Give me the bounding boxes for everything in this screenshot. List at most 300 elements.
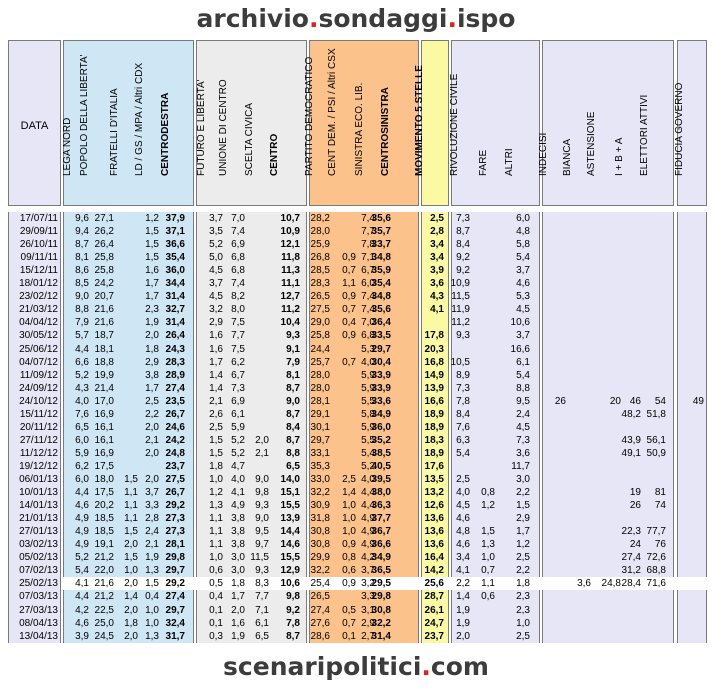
date-cell: 26/10/11 — [19, 239, 58, 251]
header-group-altri — [451, 40, 540, 206]
value-cell: 2,0 — [124, 630, 138, 642]
value-cell: 28,3 — [310, 278, 330, 290]
value-cell: 3,6 — [430, 278, 444, 290]
value-cell: 21,6 — [94, 578, 114, 590]
value-cell: 3,9 — [75, 630, 89, 642]
value-cell: 26,1 — [424, 604, 444, 616]
value-cell: 6,6 — [75, 356, 89, 368]
value-cell: 1,6 — [145, 265, 159, 277]
value-cell: 26,2 — [94, 226, 114, 238]
value-cell: 7,8 — [361, 239, 375, 251]
value-cell: 4,2 — [75, 604, 89, 616]
value-cell: 11,5 — [451, 291, 470, 303]
value-cell: 6,3 — [456, 434, 470, 446]
value-cell: 29,7 — [371, 343, 391, 355]
value-cell: 32,7 — [165, 304, 185, 316]
value-cell: 6,1 — [231, 408, 245, 420]
value-cell: 17,5 — [94, 487, 114, 499]
value-cell: 3,1 — [361, 604, 375, 616]
value-cell: 27,3 — [165, 526, 185, 538]
value-cell: 36,6 — [165, 239, 185, 251]
value-cell: 0,3 — [209, 630, 223, 642]
value-cell: 4,0 — [361, 474, 375, 485]
value-cell: 3,7 — [145, 487, 159, 499]
value-cell: 37,1 — [165, 226, 185, 238]
value-cell: 36,0 — [371, 421, 391, 433]
date-cell: 24/09/12 — [19, 382, 58, 394]
title-part: com — [430, 652, 489, 681]
value-cell: 36,4 — [371, 317, 391, 329]
value-cell: 6,1 — [516, 356, 530, 368]
value-cell: 1,5 — [481, 526, 495, 538]
value-cell: 4,5 — [516, 421, 530, 433]
value-cell: 2,5 — [145, 395, 159, 407]
header-column-label: FUTURO E LIBERTA' — [196, 79, 207, 176]
value-cell: 1,9 — [456, 617, 470, 629]
value-cell: 71,6 — [646, 578, 666, 590]
value-cell: 2,0 — [145, 421, 159, 433]
value-cell: 6,8 — [231, 252, 245, 264]
table-row — [0, 251, 712, 264]
archive-title — [0, 2, 712, 36]
table-row — [0, 290, 712, 303]
value-cell: 12,9 — [280, 565, 300, 577]
value-cell: 9,8 — [286, 591, 300, 603]
value-cell: 1,0 — [145, 617, 159, 629]
table-row — [0, 604, 712, 617]
table-row — [0, 525, 712, 538]
value-cell: 28,0 — [310, 226, 330, 238]
value-cell: 7,0 — [231, 213, 245, 224]
value-cell: 2,5 — [456, 474, 470, 485]
value-cell: 35,7 — [371, 226, 391, 238]
value-cell: 7,8 — [456, 395, 470, 407]
value-cell: 1,0 — [342, 526, 356, 538]
value-cell: 24,8 — [165, 447, 185, 459]
value-cell: 16,6 — [424, 395, 444, 407]
table-row — [0, 421, 712, 434]
date-cell: 08/04/13 — [19, 617, 58, 629]
value-cell: 11,5 — [250, 552, 269, 564]
table-row — [0, 499, 712, 512]
value-cell: 4,9 — [361, 526, 375, 538]
value-cell: 18,5 — [94, 526, 114, 538]
value-cell: 1,3 — [145, 565, 159, 577]
table-row — [0, 356, 712, 369]
value-cell: 9,2 — [456, 252, 470, 264]
value-cell: 4,5 — [209, 265, 223, 277]
date-cell: 23/02/12 — [19, 291, 58, 303]
value-cell: 1,1 — [481, 578, 495, 590]
value-cell: 3,8 — [231, 526, 245, 538]
value-cell: 0,8 — [481, 487, 495, 499]
table-row — [0, 303, 712, 316]
value-cell: 10,9 — [450, 278, 470, 290]
value-cell: 34,9 — [371, 408, 391, 420]
value-cell: 36,7 — [371, 526, 391, 538]
value-cell: 11,3 — [281, 265, 300, 277]
value-cell: 4,6 — [456, 513, 470, 525]
value-cell: 7,7 — [231, 330, 245, 342]
value-cell: 17,8 — [424, 330, 444, 342]
value-cell: 40,5 — [371, 460, 391, 472]
value-cell: 0,1 — [209, 617, 223, 629]
date-cell: 27/03/13 — [19, 604, 58, 616]
value-cell: 12,6 — [424, 500, 444, 512]
date-cell: 25/06/12 — [19, 343, 58, 355]
value-cell: 4,1 — [456, 565, 470, 577]
value-cell: 1,1 — [124, 513, 138, 525]
value-cell: 1,6 — [209, 330, 223, 342]
value-cell: 4,9 — [231, 500, 245, 512]
value-cell: 0,9 — [342, 252, 356, 264]
value-cell: 36,5 — [371, 565, 391, 577]
value-cell: 2,5 — [516, 552, 530, 564]
value-cell: 8,6 — [75, 265, 89, 277]
value-cell: 29,2 — [165, 500, 185, 512]
date-cell: 29/09/11 — [19, 226, 58, 238]
header-column-label: INDECISI — [538, 132, 549, 176]
value-cell: 21,4 — [94, 382, 114, 394]
value-cell: 18,9 — [424, 447, 444, 459]
table-row — [0, 486, 712, 499]
value-cell: 5,9 — [361, 382, 375, 394]
date-cell: 19/12/12 — [19, 460, 58, 472]
date-cell: 18/01/12 — [19, 278, 58, 290]
header-column-label: CENTROSINISTRA — [380, 87, 391, 176]
value-cell: 32,2 — [310, 487, 330, 499]
value-cell: 1,7 — [145, 278, 159, 290]
date-cell: 11/09/12 — [19, 369, 58, 381]
value-cell: 29,7 — [165, 604, 185, 616]
value-cell: 24,8 — [601, 578, 621, 590]
value-cell: 15,5 — [280, 500, 300, 512]
value-cell: 9,5 — [516, 395, 530, 407]
value-cell: 1,4 — [209, 382, 223, 394]
site-footer-title — [0, 650, 712, 684]
value-cell: 7,6 — [75, 408, 89, 420]
value-cell: 7,8 — [286, 617, 300, 629]
value-cell: 1,7 — [145, 382, 159, 394]
value-cell: 20,3 — [424, 343, 444, 355]
value-cell: 27,5 — [165, 474, 185, 485]
value-cell: 26,5 — [310, 291, 330, 303]
value-cell: 33,9 — [371, 369, 391, 381]
value-cell: 25,9 — [310, 239, 330, 251]
value-cell: 49,1 — [621, 447, 641, 459]
value-cell: 8,7 — [286, 382, 300, 394]
header-group-m5s — [421, 40, 449, 206]
value-cell: 4,8 — [516, 226, 530, 238]
value-cell: 74 — [654, 500, 666, 512]
value-cell: 11,2 — [281, 304, 300, 316]
value-cell: 10,7 — [280, 213, 300, 224]
value-cell: 1,6 — [231, 617, 245, 629]
value-cell: 4,2 — [361, 552, 375, 564]
value-cell: 29,2 — [165, 578, 185, 590]
value-cell: 5,4 — [456, 447, 470, 459]
value-cell: 2,0 — [145, 330, 159, 342]
value-cell: 9,3 — [255, 565, 269, 577]
value-cell: 24,5 — [94, 630, 114, 642]
value-cell: 35,4 — [165, 252, 185, 264]
value-cell: 11,1 — [281, 278, 300, 290]
value-cell: 24,2 — [94, 278, 114, 290]
header-column-label: BIANCA — [562, 138, 573, 176]
value-cell: 9,3 — [456, 330, 470, 342]
value-cell: 2,4 — [516, 408, 530, 420]
value-cell: 13,9 — [280, 513, 300, 525]
value-cell: 5,2 — [231, 434, 245, 446]
header-column-label: FRATELLI D'ITALIA — [109, 88, 120, 176]
value-cell: 26,5 — [310, 591, 330, 603]
value-cell: 1,5 — [209, 447, 223, 459]
value-cell: 2,2 — [516, 565, 530, 577]
value-cell: 10,5 — [450, 356, 470, 368]
table-row — [0, 577, 712, 590]
value-cell: 26 — [554, 395, 566, 407]
value-cell: 36,3 — [371, 500, 391, 512]
value-cell: 2,2 — [145, 408, 159, 420]
value-cell: 7,3 — [456, 382, 470, 394]
value-cell: 28,2 — [310, 213, 330, 224]
value-cell: 7,3 — [231, 382, 245, 394]
value-cell: 18,8 — [94, 356, 114, 368]
value-cell: 24,2 — [165, 434, 185, 446]
value-cell: 0,6 — [342, 565, 356, 577]
value-cell: 32,2 — [371, 617, 391, 629]
value-cell: 6,8 — [231, 265, 245, 277]
value-cell: 39,5 — [371, 474, 391, 485]
value-cell: 0,1 — [342, 630, 356, 642]
value-cell: 31,4 — [165, 317, 185, 329]
value-cell: 5,4 — [516, 252, 530, 264]
table-row — [0, 277, 712, 290]
value-cell: 5,9 — [361, 369, 375, 381]
date-cell: 27/01/13 — [19, 526, 58, 538]
date-cell: 17/07/11 — [19, 213, 58, 224]
value-cell: 29,8 — [371, 591, 391, 603]
value-cell: 1,9 — [456, 604, 470, 616]
value-cell: 7,4 — [231, 226, 245, 238]
table-row — [0, 473, 712, 486]
value-cell: 7,4 — [231, 278, 245, 290]
value-cell: 9,0 — [286, 395, 300, 407]
value-cell: 3,3 — [145, 500, 159, 512]
value-cell: 7,1 — [255, 604, 269, 616]
table-row — [0, 329, 712, 342]
value-cell: 26,7 — [165, 408, 185, 420]
value-cell: 10,4 — [280, 317, 300, 329]
value-cell: 6,5 — [255, 630, 269, 642]
value-cell: 0,4 — [209, 591, 223, 603]
value-cell: 29,9 — [310, 552, 330, 564]
value-cell: 5,5 — [361, 434, 375, 446]
value-cell: 30,8 — [310, 526, 330, 538]
value-cell: 9,3 — [255, 500, 269, 512]
value-cell: 6,9 — [231, 239, 245, 251]
value-cell: 2,4 — [145, 526, 159, 538]
value-cell: 4,4 — [75, 487, 89, 499]
value-cell: 35,4 — [371, 278, 391, 290]
value-cell: 8,3 — [255, 578, 269, 590]
header-column-label: I + B + A — [614, 137, 625, 176]
value-cell: 3,5 — [209, 226, 223, 238]
value-cell: 2,8 — [430, 226, 444, 238]
value-cell: 26,4 — [165, 330, 185, 342]
title-part: ispo — [456, 4, 516, 33]
value-cell: 38,0 — [371, 487, 391, 499]
value-cell: 1,0 — [342, 513, 356, 525]
value-cell: 9,1 — [286, 343, 300, 355]
value-cell: 26,4 — [94, 239, 114, 251]
value-cell: 27,5 — [310, 304, 330, 316]
value-cell: 48,2 — [621, 408, 641, 420]
value-cell: 4,1 — [430, 304, 444, 316]
value-cell: 4,4 — [361, 487, 375, 499]
value-cell: 2,0 — [231, 604, 245, 616]
header-column-label: ELETTORI ATTIVI — [639, 94, 650, 176]
value-cell: 2,5 — [209, 421, 223, 433]
value-cell: 9,0 — [255, 474, 269, 485]
value-cell: 3,6 — [577, 578, 591, 590]
table-row — [0, 551, 712, 564]
value-cell: 28,5 — [310, 265, 330, 277]
value-cell: 2,1 — [145, 539, 159, 551]
value-cell: 3,9 — [430, 265, 444, 277]
value-cell: 11,7 — [511, 460, 530, 472]
value-cell: 28,6 — [310, 630, 330, 642]
value-cell: 6,2 — [231, 356, 245, 368]
value-cell: 8,9 — [456, 369, 470, 381]
value-cell: 1,4 — [342, 487, 356, 499]
value-cell: 31,4 — [165, 291, 185, 303]
value-cell: 4,9 — [361, 513, 375, 525]
value-cell: 4,8 — [456, 526, 470, 538]
value-cell: 72,6 — [646, 552, 666, 564]
value-cell: 36,0 — [165, 265, 185, 277]
value-cell: 81 — [654, 487, 666, 499]
value-cell: 0,8 — [342, 552, 356, 564]
value-cell: 16,8 — [424, 356, 444, 368]
value-cell: 12,1 — [280, 239, 300, 251]
value-cell: 20 — [609, 395, 621, 407]
value-cell: 35,3 — [310, 460, 330, 472]
value-cell: 7,5 — [231, 317, 245, 329]
table-row — [0, 512, 712, 525]
value-cell: 28,0 — [310, 369, 330, 381]
value-cell: 2,9 — [145, 356, 159, 368]
value-cell: 46 — [629, 395, 641, 407]
value-cell: 0,9 — [342, 330, 356, 342]
value-cell: 7,9 — [75, 317, 89, 329]
value-cell: 34,8 — [371, 291, 391, 303]
value-cell: 7,5 — [231, 343, 245, 355]
value-cell: 28,3 — [165, 356, 185, 368]
value-cell: 6,7 — [361, 265, 375, 277]
value-cell: 31,7 — [165, 630, 185, 642]
value-cell: 5,7 — [75, 330, 89, 342]
value-cell: 4,1 — [75, 578, 89, 590]
value-cell: 8,7 — [286, 434, 300, 446]
date-cell: 07/02/13 — [19, 565, 58, 577]
value-cell: 56,1 — [646, 434, 666, 446]
value-cell: 19 — [629, 487, 641, 499]
date-cell: 20/11/12 — [19, 421, 58, 433]
value-cell: 4,4 — [75, 343, 89, 355]
value-cell: 28,1 — [310, 395, 330, 407]
date-cell: 27/11/12 — [19, 434, 58, 446]
value-cell: 4,1 — [231, 487, 245, 499]
value-cell: 2,3 — [145, 304, 159, 316]
table-header — [0, 40, 712, 206]
value-cell: 5,3 — [361, 343, 375, 355]
value-cell: 9,2 — [456, 265, 470, 277]
value-cell: 7,7 — [255, 591, 269, 603]
value-cell: 23,7 — [424, 630, 444, 642]
value-cell: 17,5 — [94, 460, 114, 472]
value-cell: 0,9 — [342, 291, 356, 303]
value-cell: 30,1 — [310, 421, 330, 433]
value-cell: 27,1 — [94, 213, 114, 224]
value-cell: 6,9 — [231, 395, 245, 407]
value-cell: 1,9 — [145, 552, 159, 564]
value-cell: 9,5 — [255, 526, 269, 538]
value-cell: 10,6 — [510, 317, 530, 329]
value-cell: 6,0 — [75, 434, 89, 446]
value-cell: 8,8 — [516, 382, 530, 394]
value-cell: 1,1 — [209, 539, 223, 551]
value-cell: 2,7 — [361, 630, 375, 642]
value-cell: 2,9 — [516, 513, 530, 525]
value-cell: 4,9 — [75, 526, 89, 538]
value-cell: 14,4 — [280, 526, 300, 538]
value-cell: 3,7 — [209, 213, 223, 224]
value-cell: 3,0 — [231, 552, 245, 564]
value-cell: 3,0 — [516, 474, 530, 485]
value-cell: 1,5 — [124, 526, 138, 538]
header-column-label: SINISTRA ECO. LIB. — [354, 82, 365, 176]
value-cell: 28,0 — [310, 382, 330, 394]
value-cell: 5,5 — [361, 395, 375, 407]
value-cell: 28,4 — [621, 578, 641, 590]
value-cell: 27,3 — [165, 513, 185, 525]
value-cell: 0,5 — [342, 604, 356, 616]
value-cell: 3,8 — [145, 369, 159, 381]
value-cell: 33,7 — [371, 239, 391, 251]
value-cell: 3,3 — [361, 591, 375, 603]
value-cell: 0,9 — [342, 539, 356, 551]
value-cell: 22,3 — [621, 526, 641, 538]
value-cell: 4,3 — [430, 291, 444, 303]
value-cell: 5,9 — [75, 447, 89, 459]
value-cell: 29,5 — [371, 578, 391, 590]
value-cell: 8,7 — [286, 630, 300, 642]
header-column-label: FARE — [478, 149, 489, 176]
value-cell: 6,0 — [361, 278, 375, 290]
value-cell: 34,9 — [371, 552, 391, 564]
value-cell: 1,1 — [124, 487, 138, 499]
value-cell: 32,4 — [165, 617, 185, 629]
value-cell: 38,5 — [371, 447, 391, 459]
date-cell: 21/01/13 — [19, 513, 58, 525]
value-cell: 28,1 — [165, 539, 185, 551]
value-cell: 68,8 — [646, 565, 666, 577]
value-cell: 3,7 — [516, 330, 530, 342]
value-cell: 29,8 — [165, 552, 185, 564]
value-cell: 0,4 — [145, 591, 159, 603]
value-cell: 2,1 — [255, 447, 269, 459]
